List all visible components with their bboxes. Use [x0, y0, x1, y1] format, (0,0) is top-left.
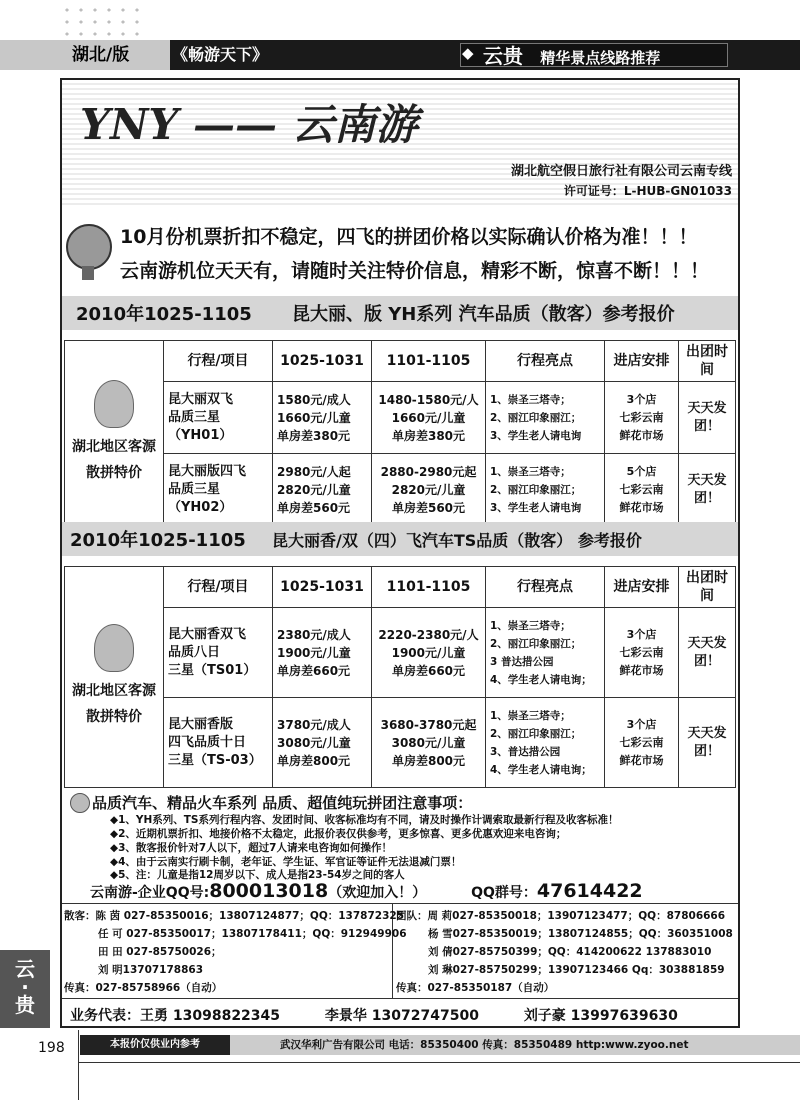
logo: YNY —— 云南游 — [80, 100, 418, 149]
table-header-row: 湖北地区客源 散拼特价 行程/项目 1025-1031 1101-1105 行程亮点 进店安排 出团时间 — [65, 341, 736, 382]
section2-title-bar — [62, 522, 738, 556]
qq-line — [90, 880, 643, 902]
footer-contact: 武汉华利广告有限公司 电话：85350400 传真：85350489 http:www.zyoo.net — [280, 1039, 689, 1051]
contact-line: 刘 琳027-85750299；13907123466 Qq：303881859 — [428, 964, 725, 976]
contact-line: 刘 明13707178863 — [98, 964, 204, 976]
contact-line: 刘 倩027-85750399；QQ：414200622 137883010 — [428, 946, 712, 958]
contact-line: 团队：周 莉027-85350018；13907123477；QQ：87806666 — [396, 910, 726, 922]
note-item: ◆1、YH系列、TS系列行程内容、发团时间、收客标准均有不同，请及时操作计调索取最新行程及收客标准！ — [110, 814, 619, 826]
table-header-row: 湖北地区客源 散拼特价 行程/项目 1025-1031 1101-1105 行程亮点 进店安排 出团时间 — [65, 567, 736, 608]
side-label: 湖北地区客源 散拼特价 — [65, 567, 164, 788]
contact-line: 散客：陈 茵 027-85350016；13807124877；QQ：137872325 — [64, 910, 405, 922]
divider — [78, 1062, 800, 1063]
section-label: 湖北/版 — [0, 40, 170, 70]
table-row: 昆大丽版四飞 品质三星 （YH02） 2980元/人起 2820元/儿童 单房差560元 2880-2980元起 2820元/儿童 单房差560元 1、崇圣三塔寺； 2、丽江印象丽江； 3、学生老人请电询 5个店 七彩云南 鲜花市场 天天发团！ — [65, 454, 736, 526]
brand-tagline: 精华景点线路推荐 — [540, 49, 661, 67]
contacts-box — [62, 903, 738, 999]
license-number: 许可证号：L-HUB-GN01033 — [563, 184, 732, 198]
qq-enterprise-number: 800013018 — [209, 880, 329, 902]
qq-group-label: QQ群号： — [471, 885, 537, 901]
mascot-icon — [94, 380, 134, 428]
agent-2: 李景华 13072747500 — [324, 1008, 479, 1024]
table-row: 昆大丽香双飞 品质八日 三星（TS01） 2380元/成人 1900元/儿童 单房差660元 2220-2380元/人 1900元/儿童 单房差660元 1、崇圣三塔寺； 2、丽江印象丽江； 3 普达措公园 4、学生老人请电询； 3个店 七彩云南 鲜花市场 天天发团！ — [65, 608, 736, 698]
note-item: ◆4、由于云南实行刷卡制，老年证、学生证、军官证等证件无法退减门票！ — [110, 856, 462, 868]
note-item: ◆3、散客报价针对7人以下，超过7人请来电咨询如何操作！ — [110, 842, 392, 854]
agent-3: 刘子豪 13997639630 — [523, 1008, 678, 1024]
contact-line: 传真：027-85758966（自动） — [64, 982, 223, 994]
contact-line: 任 可 027-85350017；13807178411；QQ：912949906 — [98, 928, 407, 940]
table-row: 昆大丽双飞 品质三星 （YH01） 1580元/成人 1660元/儿童 单房差380元 1480-1580元/人 1660元/儿童 单房差380元 1、崇圣三塔寺； 2、丽江印象丽江； 3、学生老人请电询 3个店 七彩云南 鲜花市场 天天发团！ — [65, 382, 736, 454]
mascot-icon — [66, 224, 112, 270]
notes-title: 品质汽车、精品火车系列 品质、超值纯玩拼团注意事项： — [92, 794, 473, 812]
page-number: 198 — [38, 1040, 65, 1056]
table-row: 昆大丽香版 四飞品质十日 三星（TS-03） 3780元/成人 3080元/儿童 单房差800元 3680-3780元起 3080元/儿童 单房差800元 1、崇圣三塔寺； 2、丽江印象丽江； 3、普达措公园 4、学生老人请电询； 3个店 七彩云南 鲜花市场 天天发团！ — [65, 698, 736, 788]
qq-welcome: （欢迎加入！） — [328, 885, 427, 901]
magazine-title: 《畅游天下》 — [172, 45, 269, 64]
side-label: 湖北地区客源 散拼特价 — [65, 341, 164, 526]
footer-disclaimer: 本报价仅供业内参考 — [80, 1035, 230, 1055]
section1-title-bar — [62, 296, 738, 330]
notice-line-1: 10月份机票折扣不稳定，四飞的拼团价格以实际确认价格为准！！！ — [120, 226, 698, 248]
section1-title-text: 昆大丽、版 YH系列 汽车品质（散客）参考报价 — [292, 304, 675, 325]
section2-table — [64, 566, 736, 788]
section1-title-date: 2010年1025-1105 — [76, 304, 252, 325]
company-name: 湖北航空假日旅行社有限公司云南专线 — [510, 164, 732, 179]
agent-1: 业务代表：王勇 13098822345 — [70, 1008, 281, 1024]
brand-box — [460, 43, 728, 67]
note-item: ◆5、注：儿童是指12周岁以下、成人是指23-54岁之间的客人 — [110, 869, 405, 881]
contact-line: 传真：027-85350187（自动） — [396, 982, 555, 994]
agents-line — [70, 1005, 678, 1025]
divider — [78, 1030, 79, 1100]
smiley-icon — [70, 793, 90, 813]
decorative-dots — [60, 4, 140, 36]
qq-enterprise-label: 云南游-企业QQ号: — [90, 885, 210, 901]
section2-title-text: 昆大丽香/双（四）飞汽车TS品质（散客） 参考报价 — [272, 531, 642, 550]
mascot-icon — [94, 624, 134, 672]
contact-line: 田 田 027-85750026； — [98, 946, 222, 958]
qq-group-number: 47614422 — [536, 880, 643, 902]
chevron-left-icon: ◆ — [462, 44, 474, 62]
brand-name: 云贵 — [483, 44, 523, 68]
section1-table — [64, 340, 736, 526]
section2-title-date: 2010年1025-1105 — [70, 530, 246, 551]
contact-line: 杨 雪027-85350019；13807124855；QQ：360351008 — [428, 928, 733, 940]
note-item: ◆2、近期机票折扣、地接价格不太稳定，此报价表仅供参考，更多惊喜、更多优惠欢迎来电咨询； — [110, 828, 567, 840]
notice-line-2: 云南游机位天天有，请随时关注特价信息，精彩不断，惊喜不断！！！ — [120, 260, 710, 282]
side-tab: 云 · 贵 — [0, 950, 50, 1028]
